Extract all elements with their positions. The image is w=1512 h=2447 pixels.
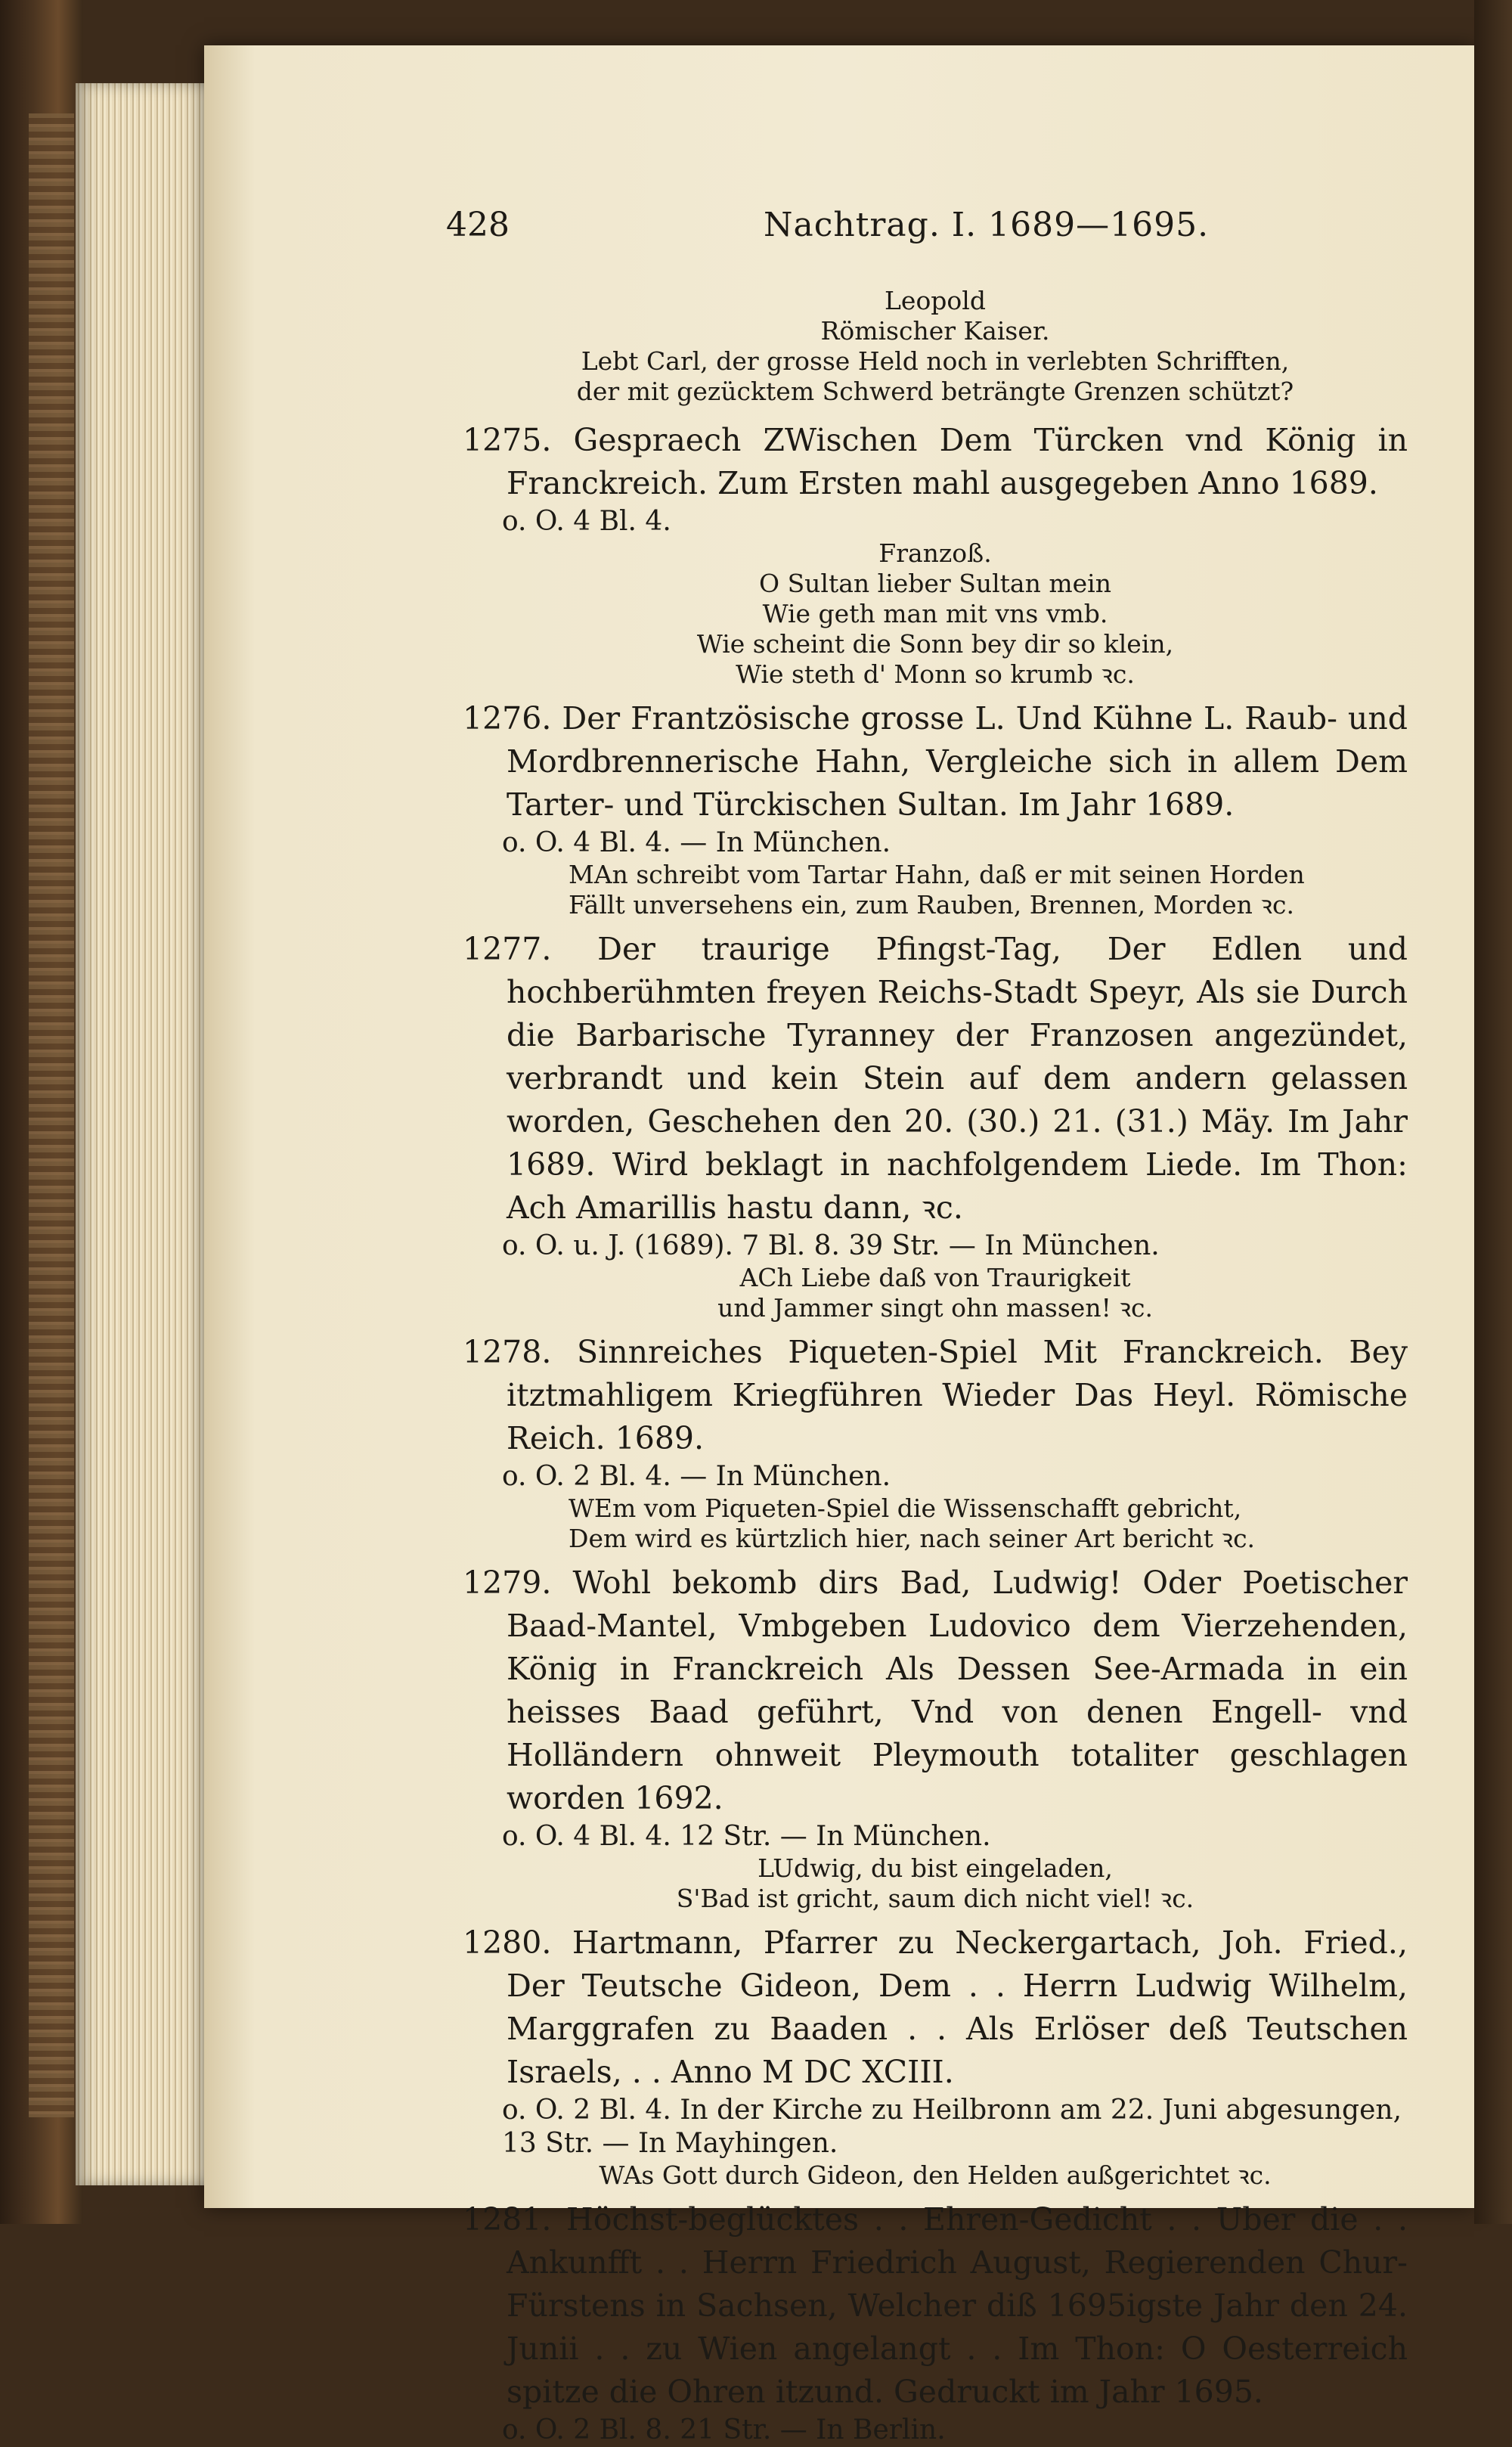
entry-title: Gespraech ZWischen Dem Türcken vnd König in Franckreich. Zum Ersten mahl ausgegeben Anno 1689. [507,422,1408,501]
page-number: 428 [446,206,510,244]
verse-line: Wie geth man mit vns vmb. [762,599,1108,628]
poem-line: der mit gezücktem Schwerd beträngte Grenzen schützt? [576,377,1294,406]
poem-title-line: Römischer Kaiser. [820,316,1050,346]
entry-meta: o. O. 2 Bl. 4. — In München. [502,1461,891,1492]
spine-binding [29,113,74,2117]
entry-number: 1278. [463,1334,552,1370]
entry-number: 1281. [463,2201,552,2238]
entry-number: 1280. [463,1924,552,1961]
verse-line: und Jammer singt ohn massen! ꝛc. [717,1293,1153,1323]
entry-number: 1276. [463,700,552,737]
entry-title: Höchst-beglücktes . . Ehren-Gedicht . . Uber die . . Ankunfft . . Herrn Friedrich August, Regierenden Chur-Fürstens in Sachsen, Welcher diß 1695igste Jahr den 24. Junii . . zu Wien angelangt . . Im Thon: O Oesterreich spitze die Ohren itzund. Gedruckt im Jahr 1695. [507,2201,1408,2410]
verse-line: WAs Gott durch Gideon, den Helden außgerichtet ꝛc. [599,2160,1272,2190]
entry-title: Sinnreiches Piqueten-Spiel Mit Franckreich. Bey itztmahligem Kriegführen Wieder Das Heyl. Römische Reich. 1689. [507,1334,1408,1456]
entry-number: 1279. [463,1565,552,1601]
poem-title-line: Leopold [885,286,986,315]
running-title: Nachtrag. I. 1689—1695. [764,206,1210,244]
catalog-entry [463,1562,1408,1820]
verse-line: WEm vom Piqueten-Spiel die Wissenschafft gebricht, [569,1493,1242,1523]
page-edges [76,83,212,2185]
verse-line: Wie steth d' Monn so krumb ꝛc. [736,659,1135,689]
catalog-entry [463,1331,1408,1460]
entry-meta: o. O. 2 Bl. 4. In der Kirche zu Heilbronn am 22. Juni abgesungen, 13 Str. — In Mayhingen. [502,2095,1402,2159]
catalog-entry [463,419,1408,505]
book-spine [0,0,83,2224]
catalog-entry [463,697,1408,827]
page-header [446,206,1429,251]
catalog-entry [463,2198,1408,2414]
verse-line: LUdwig, du bist eingeladen, [758,1853,1113,1883]
entry-title: Der Frantzösische grosse L. Und Kühne L. Raub- und Mordbrennerische Hahn, Vergleiche sich in allem Dem Tarter- und Türckischen Sultan. Im Jahr 1689. [507,700,1408,823]
verse-line: Fällt unversehens ein, zum Rauben, Brennen, Morden ꝛc. [569,890,1294,920]
entry-meta: o. O. 4 Bl. 4. 12 Str. — In München. [502,1821,991,1852]
entry-meta: o. O. u. J. (1689). 7 Bl. 8. 39 Str. — In München. [502,1230,1160,1261]
entry-meta: o. O. 4 Bl. 4. — In München. [502,827,891,858]
entry-number: 1277. [463,931,552,967]
verse-line: ACh Liebe daß von Traurigkeit [739,1263,1131,1292]
verse-line: Wie scheint die Sonn bey dir so klein, [696,629,1174,659]
entry-title: Hartmann, Pfarrer zu Neckergartach, Joh. Fried., Der Teutsche Gideon, Dem . . Herrn Ludwig Wilhelm, Marggrafen zu Baaden . . Als Erlöser deß Teutschen Israels, . . Anno M DC XCIII. [507,1924,1408,2090]
verse-line: MAn schreibt vom Tartar Hahn, daß er mit seinen Horden [569,860,1305,889]
entry-meta: o. O. 4 Bl. 4. [502,506,671,537]
verse-line: Dem wird es kürtzlich hier, nach seiner Art bericht ꝛc. [569,1524,1256,1553]
entry-title: Der traurige Pfingst-Tag, Der Edlen und hochberühmten freyen Reichs-Stadt Speyr, Als sie Durch die Barbarische Tyranney der Franzosen angezündet, verbrandt und kein Stein auf dem andern gelassen worden, Geschehen den 20. (30.) 21. (31.) Mäy. Im Jahr 1689. Wird beklagt in nachfolgendem Liede. Im Thon: Ach Amarillis hastu dann, ꝛc. [507,931,1408,1226]
entry-meta: o. O. 2 Bl. 8. 21 Str. — In Berlin. [502,2414,946,2445]
catalog-entry [463,928,1408,1230]
verse-line: S'Bad ist gricht, saum dich nicht viel! ꝛc. [676,1884,1194,1913]
verse-line: Franzoß. [878,538,992,568]
verse-line: O Sultan lieber Sultan mein [759,569,1111,598]
poem-line: Lebt Carl, der grosse Held noch in verlebten Schrifften, [581,346,1290,376]
page-body [463,286,1408,2447]
entry-title: Wohl bekomb dirs Bad, Ludwig! Oder Poetischer Baad-Mantel, Vmbgeben Ludovico dem Vierzehenden, König in Franckreich Als Dessen See-Armada in ein heisses Baad geführt, Vnd von denen Engell- vnd Holländern ohnweit Pleymouth totaliter geschlagen worden 1692. [507,1565,1408,1816]
right-binding-shadow [1474,0,1512,2224]
entry-number: 1275. [463,422,552,458]
catalog-entry [463,1921,1408,2094]
